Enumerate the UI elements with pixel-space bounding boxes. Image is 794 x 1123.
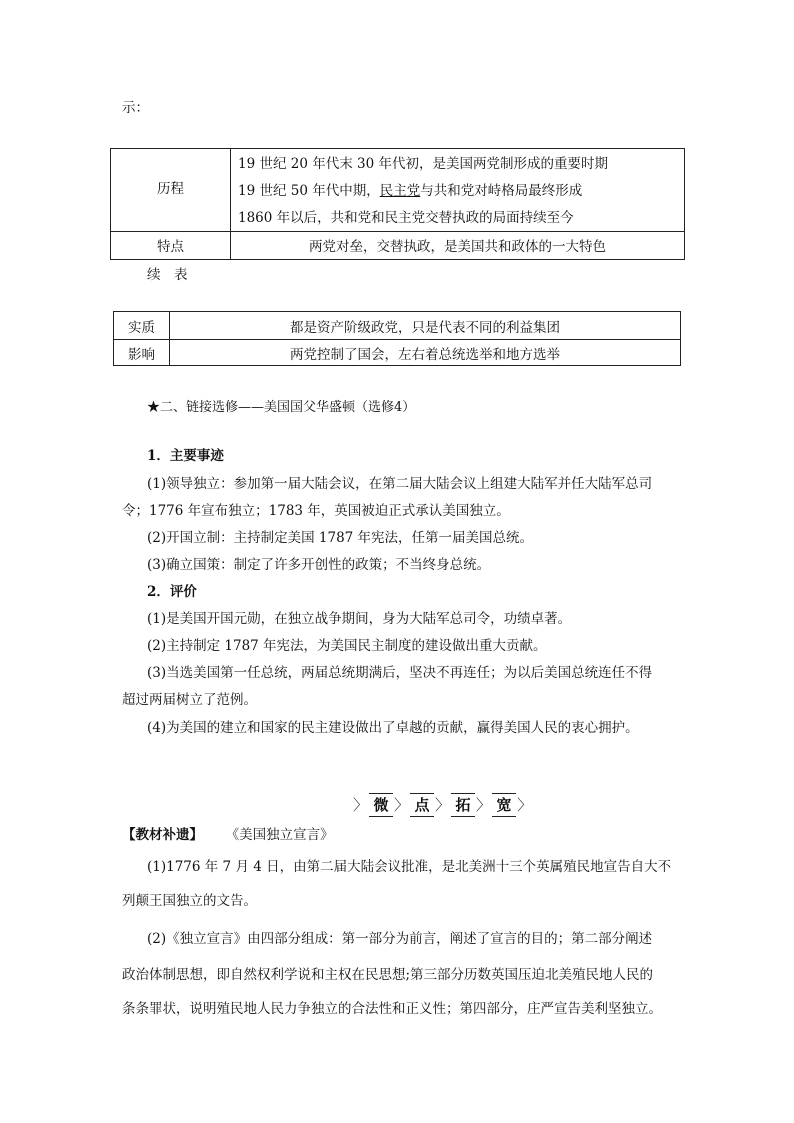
body-line: (3)当选美国第一任总统，两届总统期满后，坚决不再连任；为以后美国总统连任不得: [147, 665, 653, 681]
body-line: (2)开国立制：主持制定美国 1787 年宪法，任第一届美国总统。: [147, 530, 534, 546]
history-line: 19 世纪 50 年代中期，民主党与共和党对峙格局最终形成: [238, 183, 583, 199]
chevron-icon: 〉: [353, 796, 369, 814]
banner-char: 拓: [451, 793, 475, 817]
body-line: (1)领导独立：参加第一届大陆会议，在第二届大陆会议上组建大陆军并任大陆军总司: [147, 476, 653, 492]
history-line: 19 世纪 20 年代末 30 年代初，是美国两党制形成的重要时期: [238, 156, 608, 172]
body-line: (4)为美国的建立和国家的民主建设做出了卓越的贡献，赢得美国人民的衷心拥护。: [147, 720, 639, 736]
subheading-main-deeds: 1．主要事迹: [147, 448, 224, 464]
row-label: 实质: [128, 320, 155, 336]
banner-char: 微: [369, 793, 393, 817]
democratic-party-term: 民主党: [379, 183, 421, 199]
body-line: (2)《独立宣言》由四部分组成：第一部分为前言，阐述了宣言的目的；第二部分阐述: [147, 931, 653, 947]
continued-table-label: 续 表: [147, 267, 188, 283]
section-banner: [352, 792, 533, 818]
chevron-icon: 〉: [517, 796, 533, 814]
row-value: 两党控制了国会，左右着总统选举和地方选举: [290, 347, 560, 363]
feature-label: 特点: [157, 239, 184, 255]
supplement-label: 【教材补遗】: [122, 827, 203, 843]
supplement-header: [122, 823, 334, 843]
body-line: (1)是美国开国元勋，在独立战争期间，身为大陆军总司令，功绩卓著。: [147, 611, 572, 627]
body-line: 列颠王国独立的文告。: [122, 893, 257, 909]
supplement-title: 《美国独立宣言》: [225, 827, 334, 843]
body-line: 超过两届树立了范例。: [122, 692, 257, 708]
row-label: 影响: [128, 347, 155, 363]
subheading-evaluation: 2．评价: [147, 584, 197, 600]
body-line: 令；1776 年宣布独立；1783 年，英国被迫正式承认美国独立。: [122, 503, 510, 519]
history-line: 1860 年以后，共和党和民主党交替执政的局面持续至今: [238, 210, 574, 226]
body-line: (3)确立国策：制定了许多开创性的政策；不当终身总统。: [147, 557, 491, 573]
body-line: (1)1776 年 7 月 4 日，由第二届大陆会议批准，是北美洲十三个英属殖民地宣告自大不: [147, 859, 672, 875]
body-line: 条条罪状，说明殖民地人民力争独立的合法性和正义性；第四部分，庄严宣告美利坚独立。: [122, 1001, 662, 1017]
party-system-table: [110, 148, 685, 260]
chevron-icon: 〉: [476, 796, 492, 814]
history-label: 历程: [157, 181, 184, 197]
party-system-table-continued: [113, 311, 681, 366]
row-value: 都是资产阶级政党，只是代表不同的利益集团: [290, 320, 560, 336]
body-line: 政治体制思想，即自然权利学说和主权在民思想;第三部分历数英国压迫北美殖民地人民的: [122, 967, 654, 983]
feature-value: 两党对垒，交替执政，是美国共和政体的一大特色: [309, 239, 606, 255]
body-line: (2)主持制定 1787 年宪法，为美国民主制度的建设做出重大贡献。: [147, 638, 547, 654]
chevron-icon: 〉: [435, 796, 451, 814]
chevron-icon: 〉: [394, 796, 410, 814]
intro-fragment: 示：: [122, 100, 149, 116]
section-heading: ★二、链接选修——美国国父华盛顿（选修4）: [147, 400, 416, 415]
banner-char: 宽: [492, 793, 516, 817]
banner-char: 点: [410, 793, 434, 817]
